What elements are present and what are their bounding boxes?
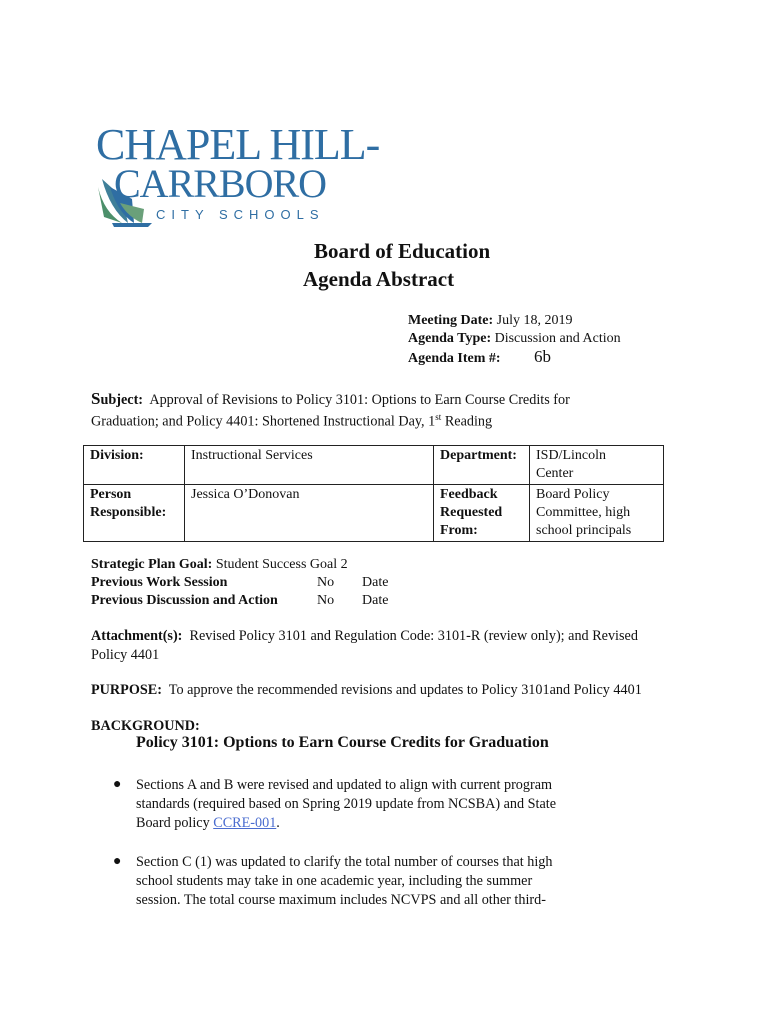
- feedback-label: [434, 485, 530, 542]
- previous-work-no: No: [317, 575, 335, 590]
- logo-line-2: CARRBORO: [114, 161, 327, 206]
- table-row: [84, 485, 664, 542]
- responsibility-table: [83, 445, 664, 542]
- attachments-label: Attachment(s):: [91, 628, 183, 644]
- bullet-1-line-2: standards (required based on Spring 2019 update from NCSBA) and State: [136, 796, 557, 812]
- attachments-line-1: [91, 627, 638, 646]
- bullet-2-line-1: Section C (1) was updated to clarify the total number of courses that high: [136, 854, 553, 870]
- agenda-item-row: [408, 347, 551, 368]
- logo-line-1: CHAPEL HILL-: [96, 120, 380, 169]
- bullet-item-2: [136, 853, 606, 910]
- attachments-line-2: Policy 4401: [91, 647, 160, 663]
- previous-work-label: Previous Work Session: [91, 575, 228, 590]
- subject-text-1: Approval of Revisions to Policy 3101: Options to Earn Course Credits for: [149, 392, 570, 408]
- subject-text-2a: Graduation; and Policy 4401: Shortened Instructional Day, 1: [91, 413, 436, 430]
- person-label: [84, 485, 185, 542]
- agenda-type-value: Discussion and Action: [494, 331, 621, 346]
- department-value-2: Center: [536, 466, 574, 481]
- previous-discussion-no: No: [317, 593, 335, 608]
- department-value: [530, 446, 664, 485]
- feedback-label-2: Requested: [440, 505, 503, 520]
- previous-discussion-row: [91, 592, 491, 610]
- district-logo: [92, 117, 380, 232]
- bullet-2-line-2: school students may take in one academic year, including the summer: [136, 873, 533, 889]
- policy-heading: Policy 3101: Options to Earn Course Credits for Graduation: [136, 734, 549, 751]
- meeting-date-label: Meeting Date:: [408, 313, 494, 328]
- subject-label: ubject:: [100, 392, 144, 408]
- logo-line-3: CITY SCHOOLS: [156, 207, 325, 222]
- table-row: [84, 446, 664, 485]
- department-value-1: ISD/Lincoln: [536, 448, 606, 463]
- bullet-2-line-3: session. The total course maximum includes NCVPS and all other third-: [136, 892, 546, 908]
- person-label-1: Person: [90, 487, 132, 502]
- meeting-date-value: July 18, 2019: [496, 313, 573, 328]
- strategic-goal-label: Strategic Plan Goal:: [91, 557, 213, 572]
- feedback-label-1: Feedback: [440, 487, 498, 502]
- person-label-2: Responsible:: [90, 505, 167, 520]
- document-title: Board of Education: [314, 239, 491, 263]
- bullet-1-line-1: Sections A and B were revised and updated to align with current program: [136, 777, 553, 793]
- subject-text-2b: Reading: [441, 413, 493, 430]
- logo-graphic: [92, 117, 380, 232]
- subject-line-2: [91, 408, 492, 432]
- bullet-1-period: .: [276, 815, 280, 831]
- agenda-item-label: Agenda Item #:: [408, 351, 501, 366]
- ccre-001-link[interactable]: CCRE-001: [213, 815, 277, 831]
- strategic-goal-value: Student Success Goal 2: [215, 557, 348, 572]
- feedback-value-2: Committee, high: [536, 505, 631, 520]
- feedback-label-3: From:: [440, 523, 478, 538]
- bullet-icon: ●: [113, 854, 122, 869]
- agenda-item-value: 6b: [534, 347, 552, 366]
- feedback-value-3: school principals: [536, 523, 632, 538]
- purpose-text: To approve the recommended revisions and updates to Policy 3101and Policy 4401: [168, 682, 642, 698]
- feedback-value: [530, 485, 664, 542]
- bullet-1-line-3-text: Board policy: [136, 815, 214, 831]
- subject-initial: S: [91, 389, 101, 408]
- feedback-value-1: Board Policy: [536, 487, 610, 502]
- document-subtitle: Agenda Abstract: [303, 267, 455, 291]
- department-label: Department:: [434, 446, 530, 485]
- purpose-label: PURPOSE:: [91, 682, 162, 698]
- agenda-type-label: Agenda Type:: [408, 331, 492, 346]
- previous-discussion-date: Date: [362, 593, 389, 608]
- division-label: Division:: [84, 446, 185, 485]
- strategic-goal-row: [91, 556, 348, 574]
- attachments-text-1: Revised Policy 3101 and Regulation Code: 3101-R (review only); and Revised: [189, 628, 638, 644]
- bullet-item-1: [136, 776, 606, 833]
- meeting-date-row: [408, 311, 572, 330]
- agenda-type-row: [408, 329, 621, 348]
- subject-ordinal: st: [435, 412, 442, 422]
- person-value: Jessica O’Donovan: [185, 485, 434, 542]
- bullet-1-line-3: [136, 814, 606, 833]
- previous-work-row: [91, 574, 491, 592]
- previous-discussion-label: Previous Discussion and Action: [91, 593, 278, 608]
- purpose-row: [91, 681, 642, 700]
- division-value: Instructional Services: [185, 446, 434, 485]
- previous-work-date: Date: [362, 575, 389, 590]
- subject-line-1: [91, 389, 570, 410]
- background-label-text: BACKGROUND:: [91, 718, 200, 734]
- bullet-icon: ●: [113, 777, 122, 792]
